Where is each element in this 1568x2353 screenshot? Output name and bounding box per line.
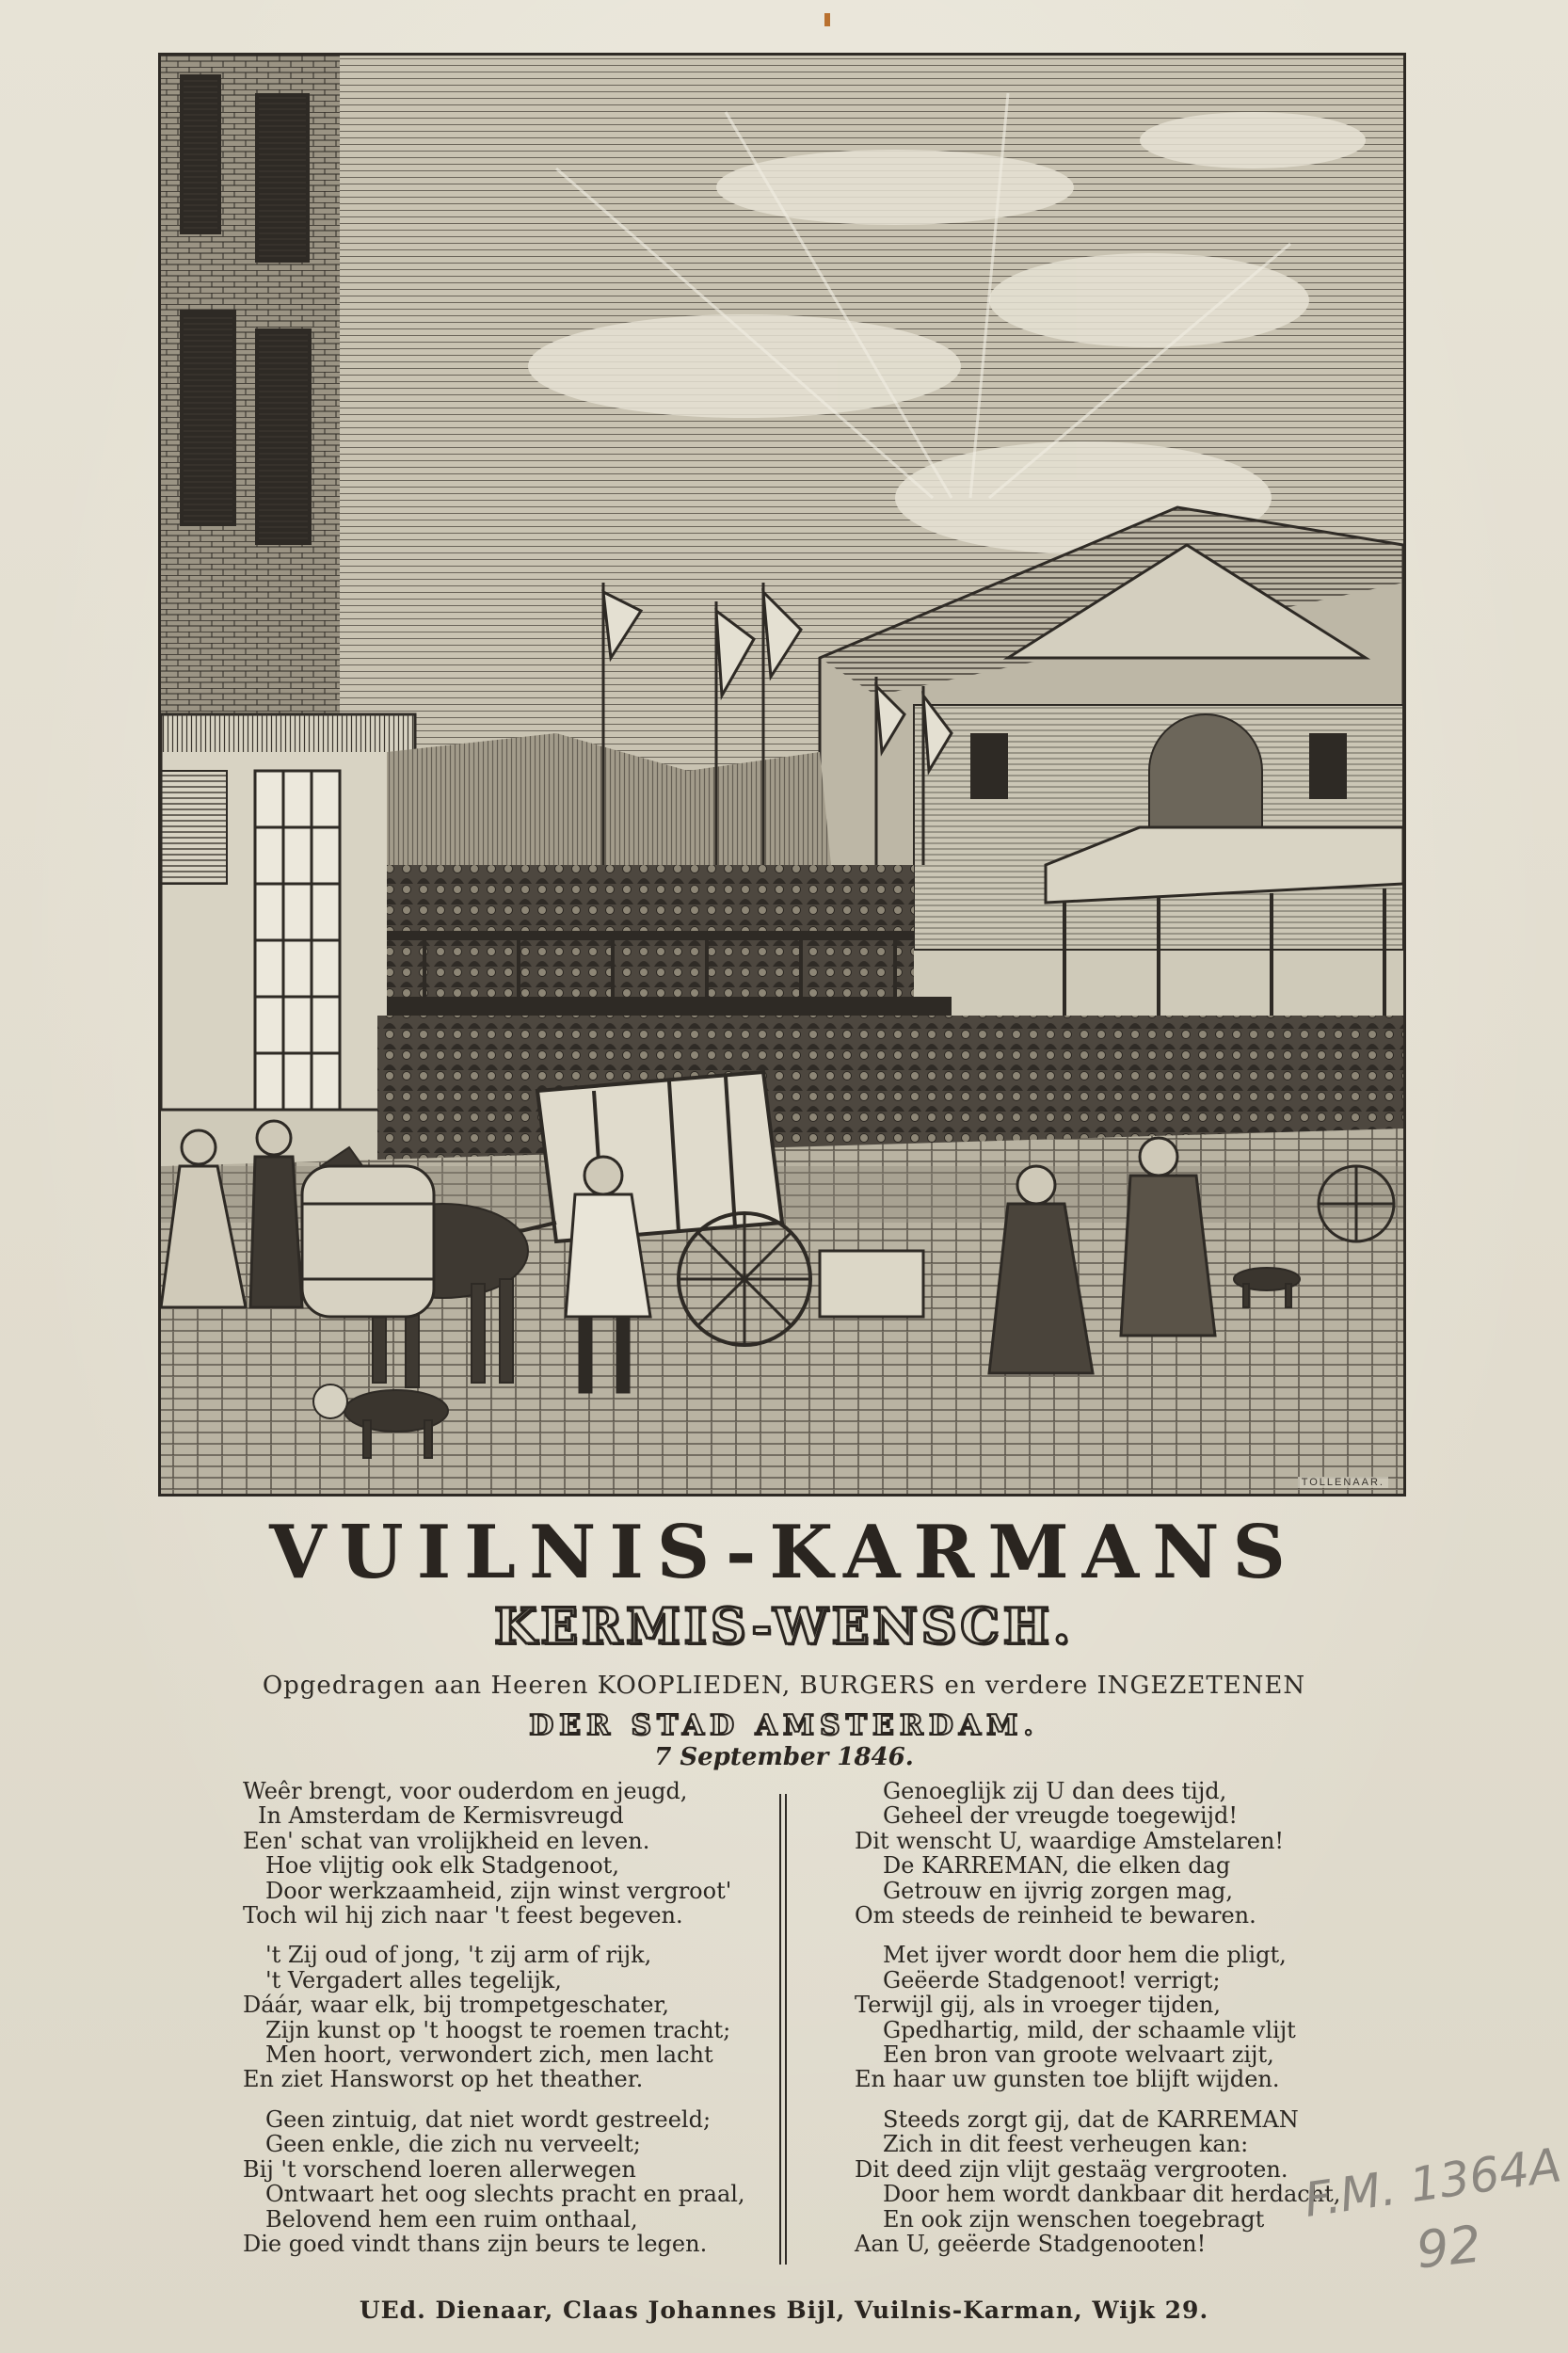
verse-line: Om steeds de reinheid te bewaren. [855,1902,1256,1929]
verse-line: Zijn kunst op 't hoogst te roemen tracht; [265,2016,731,2043]
verse-line: Een bron van groote welvaart zijt, [883,2041,1274,2069]
verse-line: Getrouw en ijvrig zorgen mag, [883,1877,1233,1904]
verse-line: Dáár, waar elk, bij trompetgeschater, [243,1992,669,2019]
verse-line: En haar uw gunsten toe blijft wijden. [855,2066,1280,2093]
stanza [243,1779,770,1928]
verse-line: Geen enkle, die zich nu verveelt; [265,2131,641,2158]
verse-line: Met ijver wordt door hem die pligt, [883,1942,1287,1969]
date-line: 7 September 1846. [654,1743,914,1771]
signature-line: UEd. Dienaar, Claas Johannes Bijl, Vuilnis-Karman, Wijk 29. [359,2297,1209,2324]
verse-line: In Amsterdam de Kermisvreugd [258,1802,624,1830]
column-divider [779,1794,787,2265]
verse-line: En ook zijn wenschen toegebragt [883,2205,1265,2233]
stanza [243,2107,770,2256]
verse-line: Weêr brengt, voor ouderdom en jeugd, [243,1778,688,1804]
pencil-annotation: 92 [1413,2214,1484,2281]
paper-mark [824,13,830,26]
verse-line: Aan U, geëerde Stadgenooten! [855,2230,1207,2257]
poem-right-column [855,1778,1341,2271]
verse-line: Steeds zorgt gij, dat de KARREMAN [883,2105,1299,2133]
verse-line: Geen zintuig, dat niet wordt gestreeld; [265,2105,712,2133]
stanza [243,1943,770,2091]
verse-line: Men hoort, verwondert zich, men lacht [265,2041,713,2069]
verse-line: Die goed vindt thans zijn beurs te legen. [243,2230,708,2257]
verse-line: Toch wil hij zich naar 't feest begeven. [243,1902,683,1929]
pencil-annotation: F.M. 1364A [1301,2137,1565,2228]
verse-line: Terwijl gij, als in vroeger tijden, [855,1992,1221,2019]
verse-line: Bij 't vorschend loeren allerwegen [243,2155,636,2183]
title-line-2: KERMIS-WENSCH. [494,1598,1074,1656]
stanza [855,1779,1325,1928]
verse-line: Zich in dit feest verheugen kan: [883,2131,1249,2158]
verse-line: Door hem wordt dankbaar dit herdacht, [883,2181,1341,2208]
verse-line: Geheel der vreugde toegewijd! [883,1802,1238,1830]
stanza [855,2105,1341,2257]
verse-line: Ontwaart het oog slechts pracht en praal, [265,2181,745,2208]
verse-line: Gpedhartig, mild, der schaamle vlijt [883,2016,1296,2043]
woodcut-illustration [158,53,1406,1497]
engraver-signature: TOLLENAAR. [1298,1477,1388,1488]
verse-line: Hoe vlijtig ook elk Stadgenoot, [265,1852,619,1880]
verse-line: 't Zij oud of jong, 't zij arm of rijk, [265,1942,652,1969]
city-line: DER STAD AMSTERDAM. [529,1709,1039,1742]
title-line-1: VUILNIS-KARMANS [269,1510,1299,1595]
poem-left-column [243,1779,770,2271]
verse-line: Genoeglijk zij U dan dees tijd, [883,1778,1227,1804]
verse-line: En ziet Hansworst op het theather. [243,2066,644,2093]
verse-line: Door werkzaamheid, zijn winst vergroot' [265,1877,732,1904]
verse-line: De KARREMAN, die elken dag [883,1852,1231,1880]
verse-line: 't Vergadert alles tegelijk, [265,1966,562,1993]
verse-line: Dit wenscht U, waardige Amstelaren! [855,1827,1285,1854]
kermis-scene-image [161,56,1403,1494]
verse-line: Een' schat van vrolijkheid en leven. [243,1827,650,1854]
stanza [855,1943,1325,2091]
verse-line: Dit deed zijn vlijt gestaäg vergrooten. [855,2155,1288,2183]
verse-line: Geëerde Stadgenoot! verrigt; [883,1966,1221,1993]
dedication-line: Opgedragen aan Heeren KOOPLIEDEN, BURGERS en verdere INGEZETENEN [262,1672,1306,1700]
verse-line: Belovend hem een ruim onthaal, [265,2205,638,2233]
